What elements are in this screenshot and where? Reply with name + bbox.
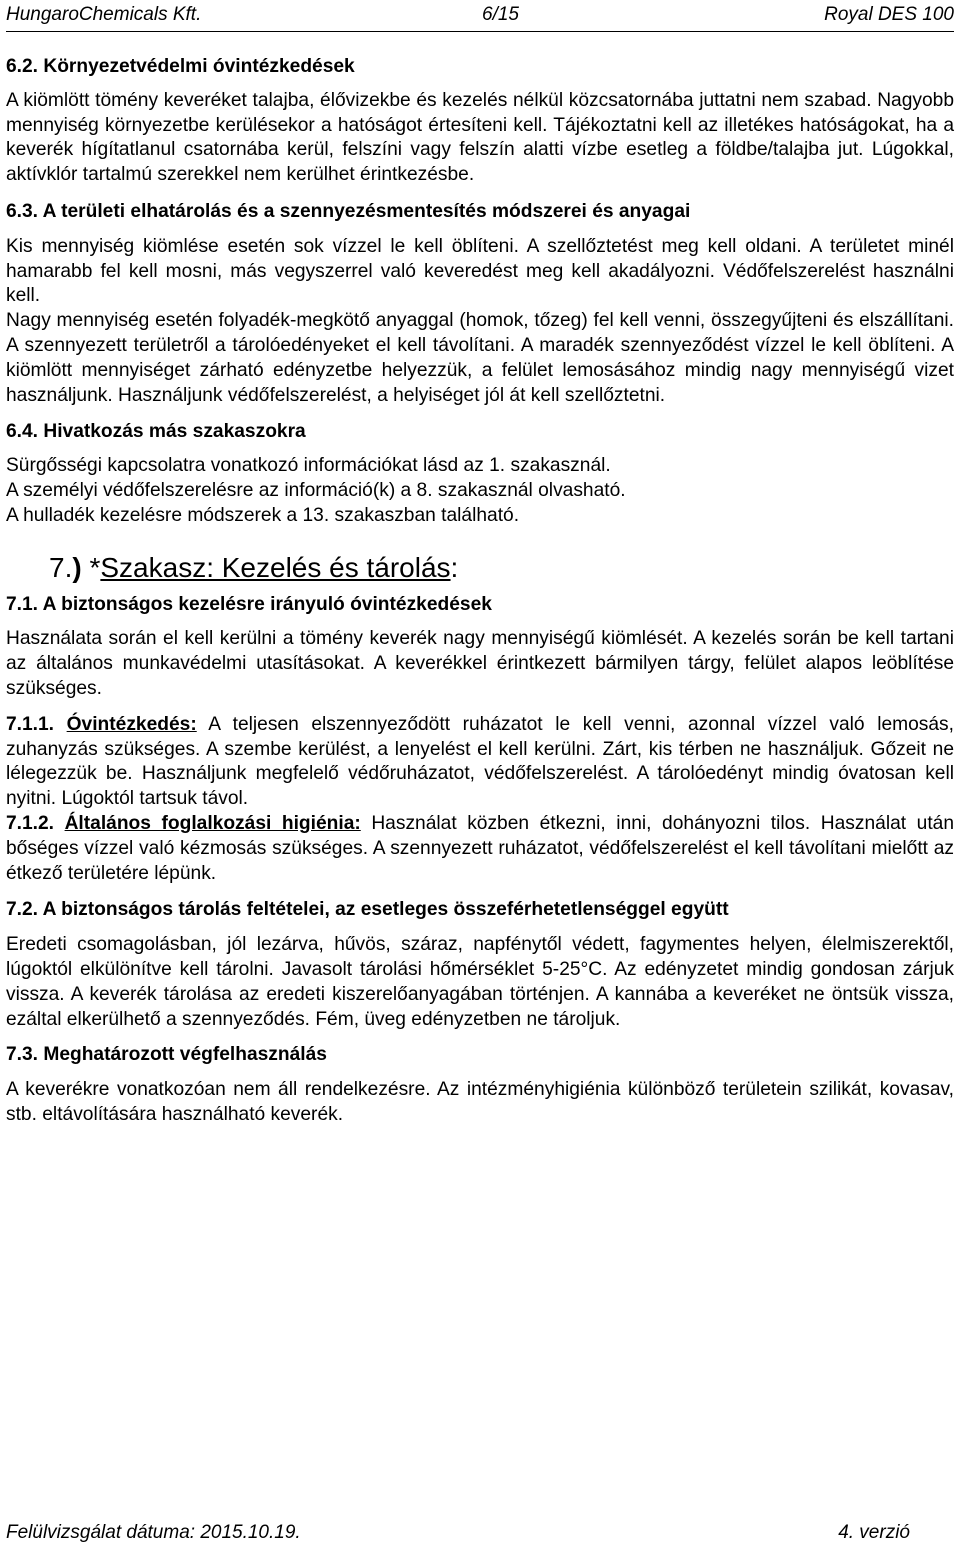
- section-7-1-1-text: A teljesen elszennyeződött ruházatot le kell venni, azonnal vízzel való lemosás, zuhanyzás szükséges. A szembe kerülést, a lenyelést el kell kerülni. Zárt, kis térben ne használjuk. Gőzeit ne lélegezzük be. Használjunk megfelelő védőruházatot, védőfelszerelést. A tárolóedényt mindig óvatosan kell nyitni. Lúgoktól tartsuk távol.: [6, 713, 954, 810]
- section-7-1-2-number: 7.1.2.: [6, 812, 55, 834]
- section-7-1-2-label: Általános foglalkozási higiénia:: [64, 812, 361, 834]
- section-7-1-1-label: Óvintézkedés:: [66, 713, 197, 735]
- footer-version: 4. verzió: [838, 1522, 910, 1543]
- header-company: HungaroChemicals Kft.: [6, 4, 202, 25]
- section-7-3-title: 7.3. Meghatározott végfelhasználás: [6, 1044, 327, 1066]
- section-7-title: Szakasz: Kezelés és tárolás: [100, 551, 451, 583]
- section-7-1-1-number: 7.1.1.: [6, 713, 55, 735]
- section-7-1-2-paragraph: [6, 812, 954, 886]
- section-6-2-title: 6.2. Környezetvédelmi óvintézkedések: [6, 56, 355, 77]
- section-7-number: 7.: [49, 551, 73, 583]
- header-product: Royal DES 100: [824, 4, 954, 25]
- section-6-3-paragraph-1: Kis mennyiség kiömlése esetén sok vízzel le kell öblíteni. A szellőztetést meg kell oldani. A területet minél hamarabb fel kell mosni, más vegyszerrel való keveredést meg kell akadályozni. Védőfelszerelést használni kell.: [6, 235, 954, 307]
- header-divider: [6, 31, 954, 32]
- section-6-2-text: A kiömlött tömény keveréket talajba, élővizekbe és kezelés nélkül közcsatornába juttatni nem szabad. Nagyobb mennyiség környezetbe kerülésekor a hatóságot értesíteni kell. Tájékoztatni kell az illetékes hatóságokat, ha a keverék hígítatlanul csatornába kerül, felszíni vagy felszín alatti vízbe esetleg a földbe/talajba jut. Lúgokkal, aktívklór tartalmú szerekkel nem kerülhet érintkezésbe.: [6, 89, 954, 186]
- section-7-heading: [49, 551, 954, 585]
- section-6-4-line-2: A személyi védőfelszerelésre az információ(k) a 8. szakasznál olvasható.: [6, 479, 626, 501]
- section-7-1-title: 7.1. A biztonságos kezelésre irányuló óvintézkedések: [6, 593, 492, 615]
- page-footer: [6, 1521, 910, 1545]
- section-7-1-1-paragraph: [6, 713, 954, 812]
- section-6-3-paragraph-2: Nagy mennyiség esetén folyadék-megkötő anyaggal (homok, tőzeg) fel kell venni, összegyűjteni és elszállítani. A szennyezett területről a tárolóedényeket el kell távolítani. A maradék szennyeződést vízzel le kell öblíteni. A kiömlött mennyiséget zárható edényzetbe helyezzük, a felület lemosásához mindig nagy mennyiségű vizet használjunk. Használjunk védőfelszerelést, a helyiséget jól át kell szellőztetni.: [6, 310, 954, 406]
- section-6-3-title: 6.3. A területi elhatárolás és a szennyezésmentesítés módszerei és anyagai: [6, 200, 691, 222]
- section-7-paren: ): [72, 551, 82, 583]
- section-6-4-title: 6.4. Hivatkozás más szakaszokra: [6, 421, 306, 443]
- document-body: [6, 55, 954, 1128]
- section-6-4-line-1: Sürgősségi kapcsolatra vonatkozó információkat lásd az 1. szakasznál.: [6, 455, 611, 477]
- section-7-2-title: 7.2. A biztonságos tárolás feltételei, az esetleges összeférhetetlenséggel együtt: [6, 899, 729, 921]
- page-header: [6, 0, 954, 32]
- header-page-number: 6/15: [482, 4, 519, 25]
- section-7-1-text: Használata során el kell kerülni a tömény keverék nagy mennyiségű kiömlését. A kezelés során be kell tartani az általános munkavédelmi utasításokat. A keverékkel érintkezett bármilyen tárgy, felület alapos leöblítése szükséges.: [6, 628, 954, 699]
- section-7-star: *: [81, 551, 101, 583]
- section-7-3-text: A keverékre vonatkozóan nem áll rendelkezésre. Az intézményhigiénia különböző területein szilikát, kovasav, stb. eltávolítására használható keverék.: [6, 1079, 954, 1125]
- footer-review-date: Felülvizsgálat dátuma: 2015.10.19.: [6, 1522, 301, 1543]
- section-6-4-line-3: A hulladék kezelésre módszerek a 13. szakaszban található.: [6, 504, 520, 526]
- section-7-1-2-text: Használat közben étkezni, inni, dohányozni tilos. Használat után bőséges vízzel való kézmosás szükséges. A szennyezett ruházatot, védőfelszerelést el kell távolítani mielőtt az étkező területére lépünk.: [6, 812, 954, 884]
- section-7-colon: :: [450, 551, 459, 583]
- section-7-2-text: Eredeti csomagolásban, jól lezárva, hűvös, száraz, napfénytől védett, fagymentes helyen, élelmiszerektől, lúgoktól elkülönítve kell tárolni. Javasolt tárolási hőmérséklet 5-25°C. Az edényzetet mindig gondosan zárjuk vissza. A keverék tárolása az eredeti kiszerelőanyagában történjen. A kannába a keveréket ne öntsük vissza, ezáltal elkerülhető a szennyeződés. Fém, üveg edényzetben ne tároljuk.: [6, 934, 954, 1030]
